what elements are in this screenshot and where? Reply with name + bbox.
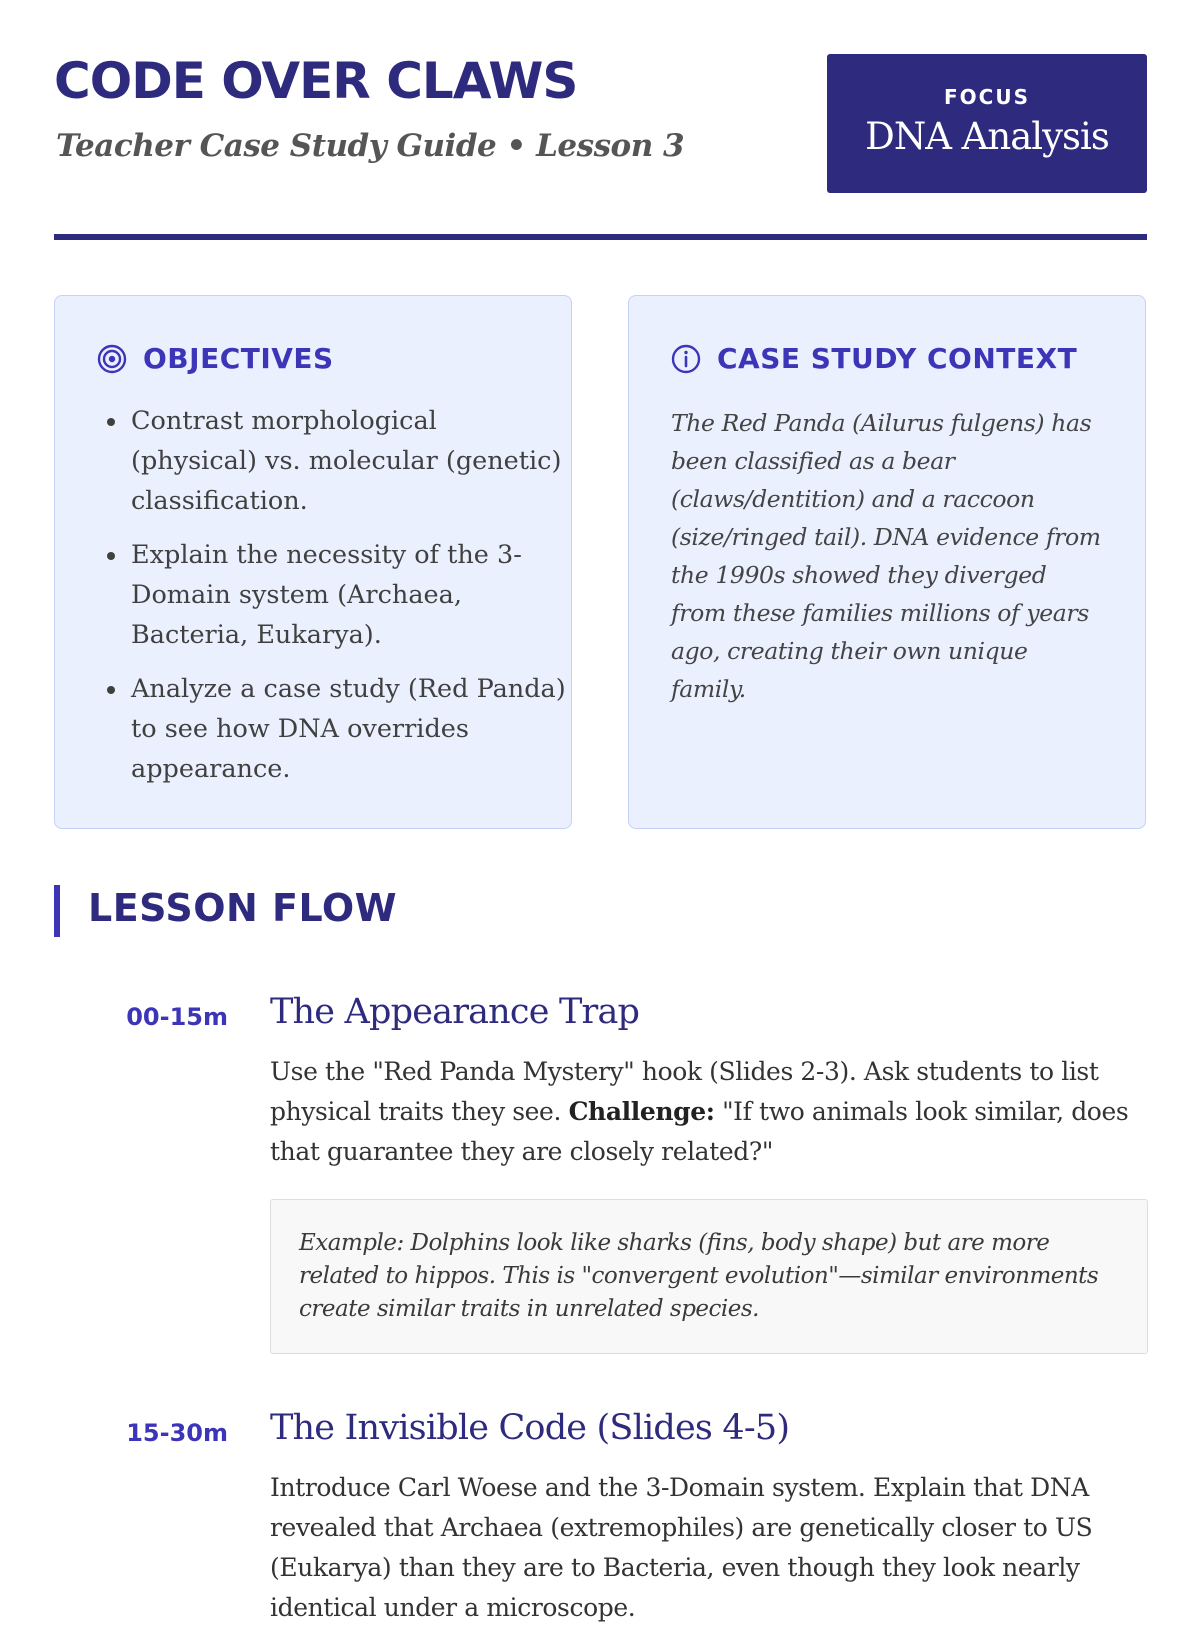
step-body-intro: Use the "Red Panda Mystery" hook (Slides 2-3). Ask students to list physical traits they see. (270, 1057, 1099, 1126)
challenge-quote: "If two animals look similar, does that guarantee they are closely related?" (270, 1097, 1129, 1166)
example-callout (270, 1199, 1148, 1354)
focus-value: DNA Analysis (865, 115, 1109, 158)
objective-item: • Contrast morphological (physical) vs. molecular (genetic) classification. (129, 401, 569, 521)
objectives-header (97, 342, 334, 375)
context-title: CASE STUDY CONTEXT (717, 342, 1078, 375)
target-icon (97, 344, 127, 374)
context-header (671, 342, 1077, 375)
lesson-flow-accent-bar (54, 885, 60, 937)
challenge-label: Challenge: (568, 1097, 715, 1126)
step-time: 15-30m (126, 1419, 228, 1447)
objective-item: • Analyze a case study (Red Panda) to see how DNA overrides appearance. (129, 669, 569, 789)
focus-label: FOCUS (944, 85, 1030, 109)
step-body: Introduce Carl Woese and the 3-Domain system. Explain that DNA revealed that Archaea (extremophiles) are genetically closer to US (Eukarya) than they are to Bacteria, even though they look nearly identical under a microscope. (270, 1473, 1093, 1622)
header-divider (54, 234, 1147, 240)
objectives-title: OBJECTIVES (143, 342, 334, 375)
objective-item: • Explain the necessity of the 3-Domain system (Archaea, Bacteria, Eukarya). (129, 535, 569, 655)
context-card (628, 295, 1146, 829)
context-text: The Red Panda (Ailurus fulgens) has been classified as a bear (claws/dentition) and a raccoon (size/ringed tail). DNA evidence from the 1990s showed they diverged from these families millions of years ago, creating their own unique family. (671, 409, 1101, 703)
objectives-list (97, 401, 569, 803)
step-title: The Invisible Code (Slides 4-5) (270, 1408, 790, 1448)
info-icon (671, 344, 701, 374)
example-text: Example: Dolphins look like sharks (fins, body shape) but are more related to hippos. This is "convergent evolution"—similar environments create similar traits in unrelated species. (299, 1230, 1099, 1322)
step-body (270, 1052, 1150, 1172)
focus-badge (827, 54, 1147, 193)
page-title: CODE OVER CLAWS (54, 52, 578, 110)
step-time: 00-15m (126, 1003, 228, 1031)
page-subtitle: Teacher Case Study Guide • Lesson 3 (56, 128, 685, 164)
objectives-card (54, 295, 572, 829)
lesson-flow-title: LESSON FLOW (88, 886, 398, 930)
step-title: The Appearance Trap (270, 992, 640, 1032)
